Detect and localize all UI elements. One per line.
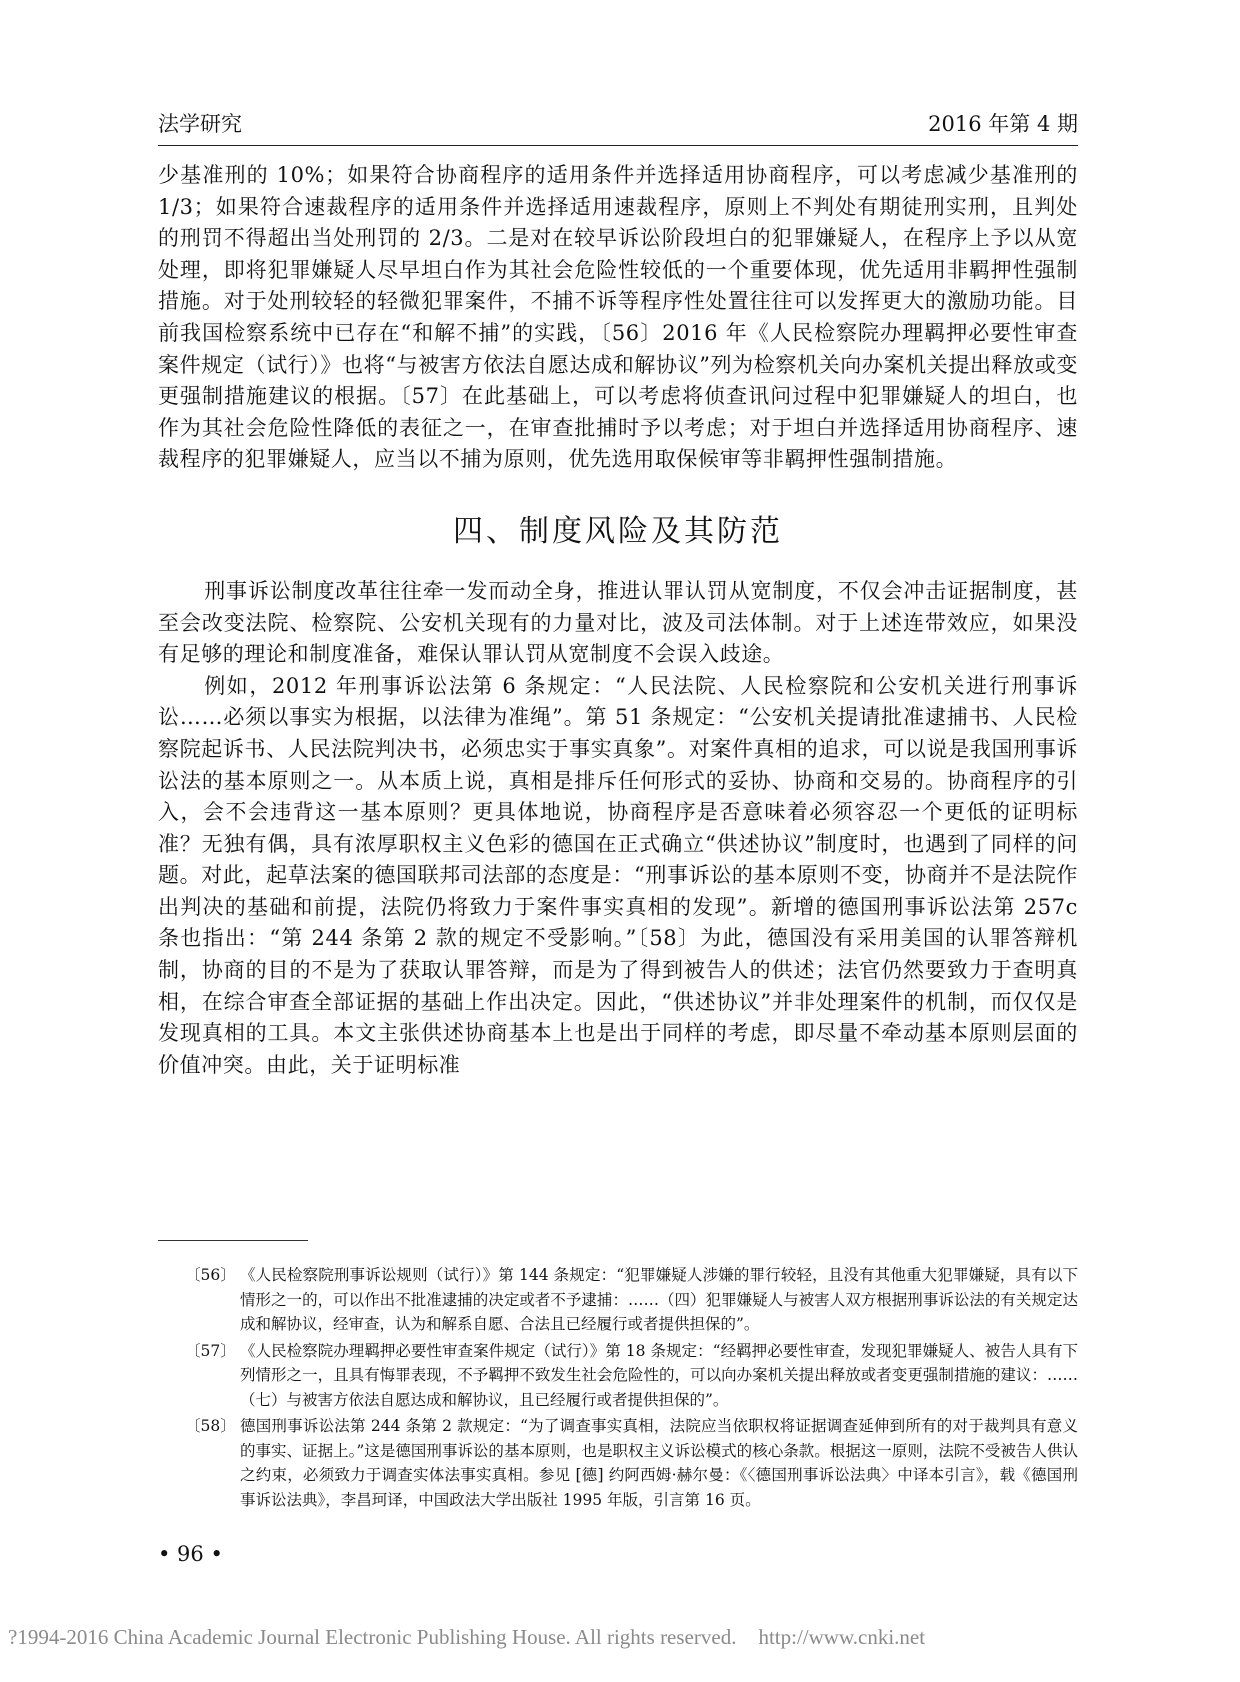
section-heading: 四、制度风险及其防范 bbox=[453, 513, 783, 549]
article-body bbox=[158, 160, 1078, 1081]
copyright-text: ?1994-2016 China Academic Journal Electronic Publishing House. All rights reserved. bbox=[8, 1625, 737, 1649]
page-number: • 96 • bbox=[158, 1542, 223, 1566]
body-paragraph: 例如，2012 年刑事诉讼法第 6 条规定：“人民法院、人民检察院和公安机关进行刑事诉讼……必须以事实为根据，以法律为准绳”。第 51 条规定：“公安机关提请批准逮捕书、人民检察院起诉书、人民法院判决书，必须忠实于事实真象”。对案件真相的追求，可以说是我国刑事诉讼法的基本原则之一。从本质上说，真相是排斥任何形式的妥协、协商和交易的。协商程序的引入，会不会违背这一基本原则？更具体地说，协商程序是否意味着必须容忍一个更低的证明标准？无独有偶，具有浓厚职权主义色彩的德国在正式确立“供述协议”制度时，也遇到了同样的问题。对此，起草法案的德国联邦司法部的态度是：“刑事诉讼的基本原则不变，协商并不是法院作出判决的基础和前提，法院仍将致力于案件事实真相的发现”。新增的德国刑事诉讼法第 257c 条也指出：“第 244 条第 2 款的规定不受影响。”〔58〕为此，德国没有采用美国的认罪答辩机制，协商的目的不是为了获取认罪答辩，而是为了得到被告人的供述；法官仍然要致力于查明真相，在综合审查全部证据的基础上作出决定。因此，“供述协议”并非处理案件的机制，而仅仅是发现真相的工具。本文主张供述协商基本上也是出于同样的考虑，即尽量不牵动基本原则层面的价值冲突。由此，关于证明标准 bbox=[158, 673, 1078, 1077]
footnote-text: 《人民检察院刑事诉讼规则（试行）》第 144 条规定：“犯罪嫌疑人涉嫌的罪行较轻，且没有其他重大犯罪嫌疑，具有以下情形之一的，可以作出不批准逮捕的决定或者不予逮捕：……（四）犯罪嫌疑人与被害人双方根据刑事诉讼法的有关规定达成和解协议，经审查，认为和解系自愿、合法且已经履行或者提供担保的”。 bbox=[240, 1266, 1078, 1333]
header-divider bbox=[158, 145, 1078, 146]
footnote-text: 《人民检察院办理羁押必要性审查案件规定（试行）》第 18 条规定：“经羁押必要性审查，发现犯罪嫌疑人、被告人具有下列情形之一，且具有悔罪表现，不予羁押不致发生社会危险性的，可以向办案机关提出释放或者变更强制措施的建议：……（七）与被害方依法自愿达成和解协议，且已经履行或者提供担保的”。 bbox=[240, 1341, 1078, 1409]
footnote-divider bbox=[158, 1240, 308, 1241]
issue-label: 2016 年第 4 期 bbox=[928, 112, 1078, 136]
footnote bbox=[185, 1263, 1078, 1337]
footnote bbox=[185, 1414, 1078, 1512]
footnotes bbox=[185, 1263, 1078, 1514]
cnki-url: http://www.cnki.net bbox=[758, 1625, 926, 1649]
footnote-number: 〔57〕 bbox=[185, 1341, 236, 1360]
journal-title: 法学研究 bbox=[158, 112, 242, 136]
footnote-text: 德国刑事诉讼法第 244 条第 2 款规定：“为了调查事实真相，法院应当依职权将证据调查延伸到所有的对于裁判具有意义的事实、证据上。”这是德国刑事诉讼的基本原则，也是职权主义诉讼模式的核心条款。根据这一原则，法院不受被告人供认之约束，必须致力于调查实体法事实真相。参见 [德] 约阿西姆·赫尔曼：《〈德国刑事诉讼法典〉中译本引言》，载《德国刑事诉讼法典》，李昌珂译，中国政法大学出版社 1995 年版，引言第 16 页。 bbox=[240, 1417, 1078, 1509]
footnote-number: 〔58〕 bbox=[185, 1417, 236, 1435]
body-paragraph: 刑事诉讼制度改革往往牵一发而动全身，推进认罪认罚从宽制度，不仅会冲击证据制度，甚至会改变法院、检察院、公安机关现有的力量对比，波及司法体制。对于上述连带效应，如果没有足够的理论和制度准备，难保认罪认罚从宽制度不会误入歧途。 bbox=[158, 578, 1078, 667]
footnote bbox=[185, 1339, 1078, 1413]
copyright-watermark bbox=[0, 1625, 1240, 1650]
footnote-number: 〔56〕 bbox=[185, 1266, 236, 1284]
body-paragraph: 少基准刑的 10%；如果符合协商程序的适用条件并选择适用协商程序，可以考虑减少基准刑的 1/3；如果符合速裁程序的适用条件并选择适用速裁程序，原则上不判处有期徒刑实刑，且判处的刑罚不得超出当处刑罚的 2/3。二是对在较早诉讼阶段坦白的犯罪嫌疑人，在程序上予以从宽处理，即将犯罪嫌疑人尽早坦白作为其社会危险性较低的一个重要体现，优先适用非羁押性强制措施。对于处刑较轻的轻微犯罪案件，不捕不诉等程序性处置往往可以发挥更大的激励功能。目前我国检察系统中已存在“和解不捕”的实践，〔56〕2016 年《人民检察院办理羁押必要性审查案件规定（试行）》也将“与被害方依法自愿达成和解协议”列为检察机关向办案机关提出释放或变更强制措施建议的根据。〔57〕在此基础上，可以考虑将侦查讯问过程中犯罪嫌疑人的坦白，也作为其社会危险性降低的表征之一，在审查批捕时予以考虑；对于坦白并选择适用协商程序、速裁程序的犯罪嫌疑人，应当以不捕为原则，优先选用取保候审等非羁押性强制措施。 bbox=[158, 163, 1078, 472]
running-header bbox=[158, 108, 1078, 148]
